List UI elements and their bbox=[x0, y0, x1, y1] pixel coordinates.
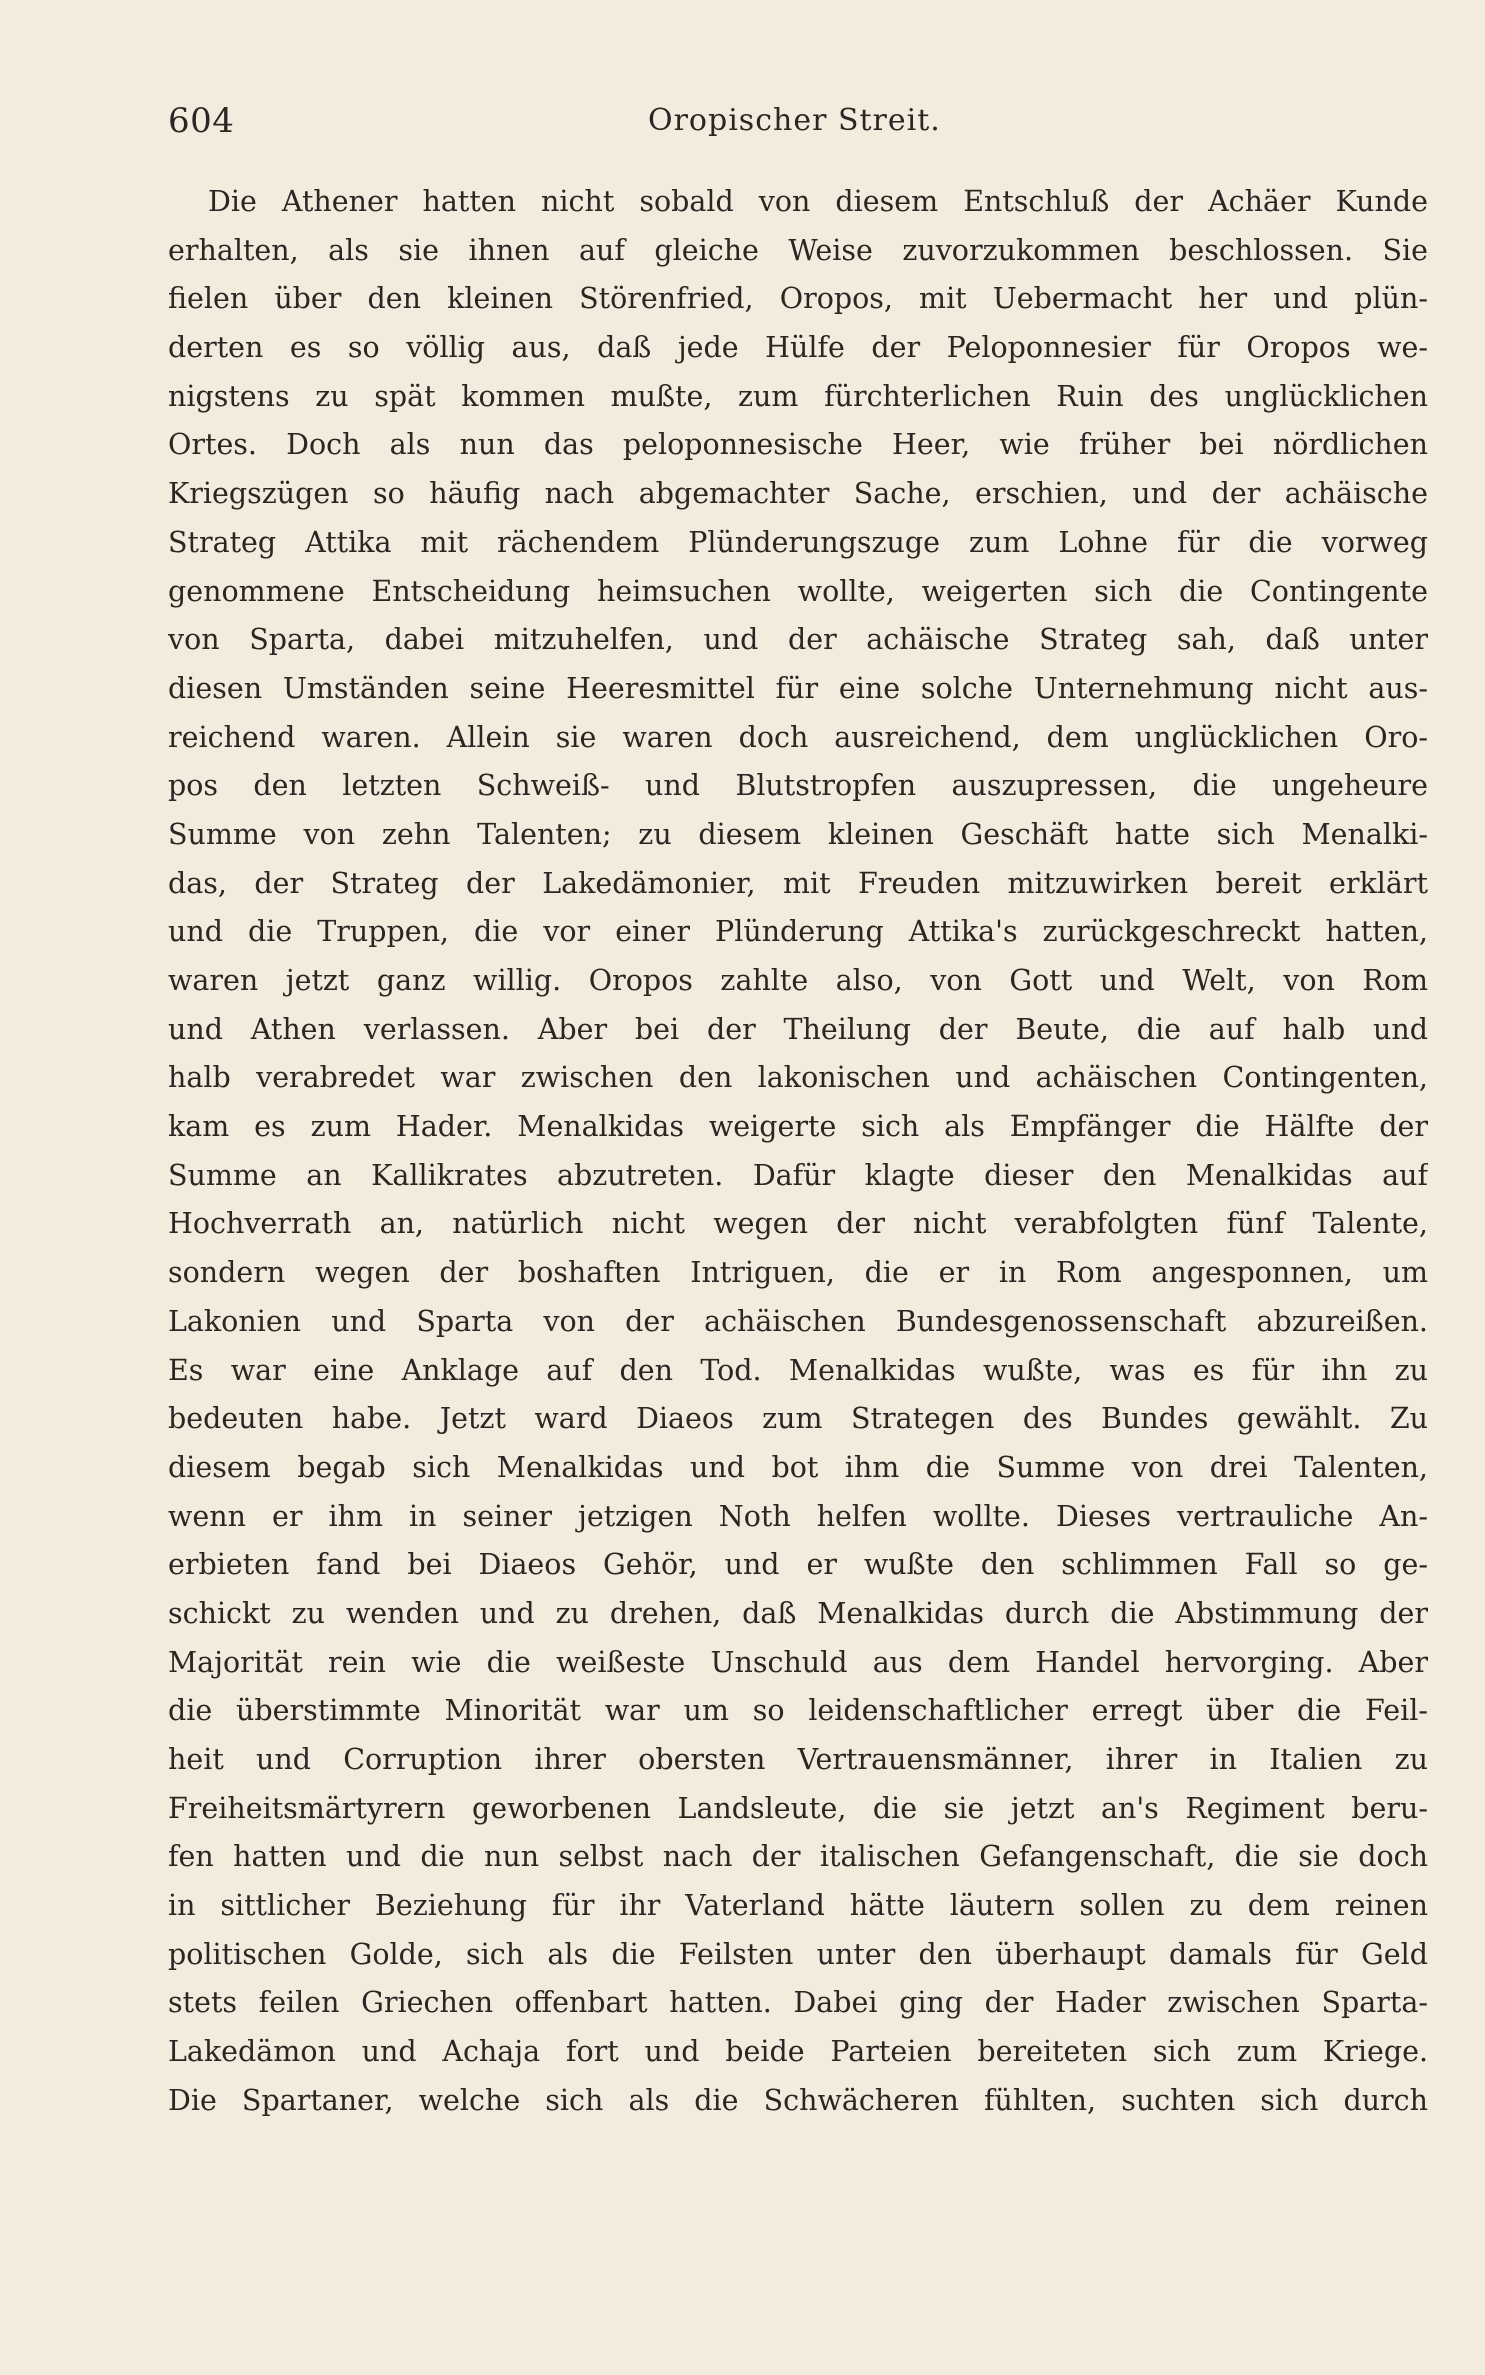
text-line: Die Spartaner, welche sich als die Schwächeren fühlten, suchten sich durch bbox=[168, 2083, 1428, 2117]
text-line: Kriegszügen so häufig nach abgemachter Sache, erschien, und der achäische bbox=[168, 477, 1428, 511]
text-line: diesen Umständen seine Heeresmittel für eine solche Unternehmung nicht aus- bbox=[168, 671, 1428, 705]
text-line: waren jetzt ganz willig. Oropos zahlte also, von Gott und Welt, von Rom bbox=[168, 964, 1428, 997]
text-line: in sittlicher Beziehung für ihr Vaterland hätte läutern sollen zu dem reinen bbox=[168, 1889, 1428, 1923]
text-line: von Sparta, dabei mitzuhelfen, und der achäische Strateg sah, daß unter bbox=[168, 623, 1428, 657]
text-line: die überstimmte Minorität war um so leidenschaftlicher erregt über die Feil- bbox=[168, 1694, 1428, 1728]
text-line: halb verabredet war zwischen den lakonischen und achäischen Contingenten, bbox=[168, 1061, 1428, 1095]
text-line: bedeuten habe. Jetzt ward Diaeos zum Strategen des Bundes gewählt. Zu bbox=[168, 1402, 1428, 1436]
text-line: fen hatten und die nun selbst nach der italischen Gefangenschaft, die sie doch bbox=[168, 1840, 1428, 1874]
text-line: Freiheitsmärtyrern geworbenen Landsleute, die sie jetzt an's Regiment beru- bbox=[168, 1791, 1428, 1825]
text-line: Lakedämon und Achaja fort und beide Parteien bereiteten sich zum Kriege. bbox=[168, 2035, 1428, 2069]
text-line: derten es so völlig aus, daß jede Hülfe der Peloponnesier für Oropos we- bbox=[168, 331, 1428, 365]
text-line: Hochverrath an, natürlich nicht wegen der nicht verabfolgten fünf Talente, bbox=[168, 1207, 1428, 1241]
text-line: fielen über den kleinen Störenfried, Oropos, mit Uebermacht her und plün- bbox=[168, 282, 1428, 316]
page-number: 604 bbox=[168, 101, 235, 141]
text-line: nigstens zu spät kommen mußte, zum fürchterlichen Ruin des unglücklichen bbox=[168, 379, 1428, 413]
text-line: heit und Corruption ihrer obersten Vertrauensmänner, ihrer in Italien zu bbox=[168, 1743, 1428, 1776]
text-line: wenn er ihm in seiner jetzigen Noth helfen wollte. Dieses vertrauliche An- bbox=[168, 1499, 1428, 1533]
text-line: Lakonien und Sparta von der achäischen Bundesgenossenschaft abzureißen. bbox=[168, 1304, 1428, 1338]
text-line: und Athen verlassen. Aber bei der Theilung der Beute, die auf halb und bbox=[168, 1012, 1428, 1046]
text-line: erbieten fand bei Diaeos Gehör, und er wußte den schlimmen Fall so ge- bbox=[168, 1548, 1428, 1582]
text-line: Summe an Kallikrates abzutreten. Dafür klagte dieser den Menalkidas auf bbox=[168, 1158, 1428, 1192]
text-line: genommene Entscheidung heimsuchen wollte, weigerten sich die Contingente bbox=[168, 574, 1428, 608]
text-line: schickt zu wenden und zu drehen, daß Menalkidas durch die Abstimmung der bbox=[168, 1596, 1428, 1630]
text-line: erhalten, als sie ihnen auf gleiche Weise zuvorzukommen beschlossen. Sie bbox=[168, 233, 1428, 267]
text-line: diesem begab sich Menalkidas und bot ihm die Summe von drei Talenten, bbox=[168, 1450, 1428, 1484]
text-line: kam es zum Hader. Menalkidas weigerte sich als Empfänger die Hälfte der bbox=[168, 1110, 1428, 1144]
text-line: Summe von zehn Talenten; zu diesem kleinen Geschäft hatte sich Menalki- bbox=[168, 817, 1428, 851]
text-line: Die Athener hatten nicht sobald von diesem Entschluß der Achäer Kunde bbox=[208, 185, 1428, 218]
text-line: politischen Golde, sich als die Feilsten unter den überhaupt damals für Geld bbox=[168, 1937, 1428, 1971]
text-line: stets feilen Griechen offenbart hatten. Dabei ging der Hader zwischen Sparta- bbox=[168, 1986, 1428, 2020]
text-line: und die Truppen, die vor einer Plünderung Attika's zurückgeschreckt hatten, bbox=[168, 915, 1428, 949]
text-line: sondern wegen der boshaften Intriguen, die er in Rom angesponnen, um bbox=[168, 1256, 1428, 1290]
text-line: das, der Strateg der Lakedämonier, mit Freuden mitzuwirken bereit erklärt bbox=[168, 866, 1428, 900]
text-line: Strateg Attika mit rächendem Plünderungszuge zum Lohne für die vorweg bbox=[168, 525, 1428, 559]
text-line: Es war eine Anklage auf den Tod. Menalkidas wußte, was es für ihn zu bbox=[168, 1353, 1428, 1387]
body-paragraph bbox=[168, 178, 1428, 2126]
page-header bbox=[168, 95, 1428, 147]
text-line: Majorität rein wie die weißeste Unschuld aus dem Handel hervorging. Aber bbox=[168, 1645, 1428, 1679]
text-line: pos den letzten Schweiß- und Blutstropfen auszupressen, die ungeheure bbox=[168, 769, 1428, 803]
text-line: Ortes. Doch als nun das peloponnesische Heer, wie früher bei nördlichen bbox=[168, 428, 1428, 462]
text-line: reichend waren. Allein sie waren doch ausreichend, dem unglücklichen Oro- bbox=[168, 720, 1428, 754]
running-title: Oropischer Streit. bbox=[648, 103, 941, 138]
